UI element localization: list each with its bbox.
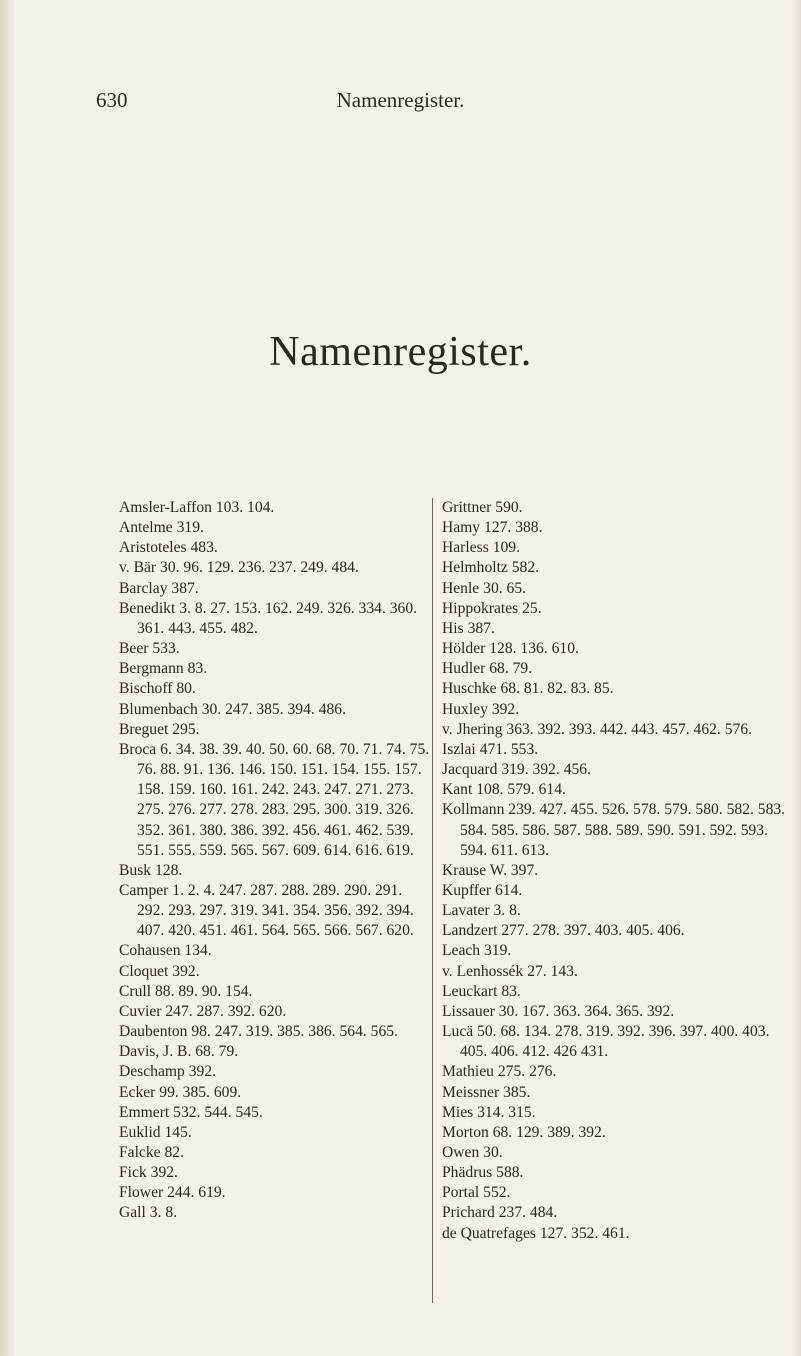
- index-entry: [119, 1083, 431, 1103]
- index-entry: [442, 619, 787, 639]
- index-entry-pages: 99. 385. 609.: [159, 1083, 242, 1101]
- index-entry-name: de Quatrefages: [442, 1224, 536, 1242]
- index-entry-pages: 128.: [154, 861, 183, 879]
- index-entry-pages: 27. 143.: [527, 962, 578, 980]
- index-entry: [119, 720, 431, 740]
- index-entry: [119, 639, 431, 659]
- index-entry-pages: 30. 65.: [483, 579, 527, 597]
- index-entry-pages: 588.: [496, 1164, 524, 1182]
- index-entry-name: Cohausen: [119, 942, 181, 960]
- index-entry-name: Busk: [119, 861, 152, 879]
- index-entry-pages: 30. 247. 385. 394. 486.: [201, 700, 346, 718]
- index-entry-name: Harless: [442, 539, 489, 557]
- index-entry: [442, 599, 787, 619]
- index-entry-name: Gall: [119, 1204, 146, 1222]
- index-entry: [119, 1203, 431, 1223]
- index-entry-pages: 3. 8.: [149, 1204, 178, 1222]
- index-entry-pages: 25.: [522, 599, 542, 617]
- index-entry-name: Hölder: [442, 640, 486, 658]
- index-entry: [119, 1062, 431, 1082]
- index-entry-pages: 68. 81. 82. 83. 85.: [500, 680, 614, 698]
- index-entry-pages: 127. 388.: [484, 519, 543, 537]
- index-entry-name: Aristoteles: [119, 539, 187, 557]
- index-entry: [119, 941, 431, 961]
- index-entry: [442, 962, 787, 982]
- index-entry-pages: 582.: [511, 559, 540, 577]
- index-entry-pages: 392.: [172, 962, 200, 980]
- index-entry-pages: 319.: [176, 519, 204, 537]
- index-entry-name: Barclay: [119, 579, 168, 597]
- index-entry: [119, 861, 431, 881]
- index-entry-pages: 392.: [188, 1063, 217, 1081]
- index-entry: [119, 700, 431, 720]
- index-entry-name: Phädrus: [442, 1164, 493, 1182]
- index-entry-name: v. Lenhossék: [442, 962, 524, 980]
- index-entry: [442, 1123, 787, 1143]
- index-entry-pages: 80.: [176, 680, 196, 698]
- index-entry-pages: 533.: [152, 640, 180, 658]
- running-title: Namenregister.: [336, 88, 465, 112]
- index-entry: [442, 1062, 787, 1082]
- index-entry-pages: 109.: [492, 539, 520, 557]
- index-entry: [119, 1143, 431, 1163]
- index-entry-name: Lucä: [442, 1023, 474, 1041]
- index-entry-name: Owen: [442, 1144, 480, 1161]
- index-entry-name: Benedikt: [119, 599, 176, 617]
- index-entry-name: v. Jhering: [442, 720, 503, 738]
- index-entry-name: His: [442, 619, 464, 637]
- index-entry-pages: W. 397.: [489, 861, 539, 879]
- index-entry-name: Morton: [442, 1123, 489, 1141]
- index-entry-name: Euklid: [119, 1123, 161, 1141]
- index-entry-pages: 244. 619.: [167, 1184, 226, 1202]
- index-entry: [119, 1103, 431, 1123]
- index-entry-name: Deschamp: [119, 1063, 185, 1081]
- index-entry: [442, 800, 787, 860]
- index-entry-pages: 392.: [150, 1164, 178, 1182]
- index-entry-name: Kupffer: [442, 881, 492, 899]
- index-entry: [442, 679, 787, 699]
- index-entry-pages: 552.: [483, 1184, 511, 1202]
- index-entry: [119, 1042, 431, 1062]
- index-entry-pages: 387.: [467, 619, 495, 637]
- index-entry-name: Beer: [119, 640, 149, 658]
- index-entry-name: Kant: [442, 781, 473, 799]
- index-entry-name: Meissner: [442, 1083, 500, 1101]
- index-entry-name: Daubenton: [119, 1023, 188, 1041]
- index-entry-pages: 319.: [484, 942, 512, 960]
- index-entry: [119, 1163, 431, 1183]
- index-entry-name: Cuvier: [119, 1002, 162, 1020]
- index-entry: [442, 740, 787, 760]
- index-entry-pages: 50. 68. 134. 278. 319. 392. 396. 397. 400. 403. 405. 406. 412. 426 431.: [460, 1023, 770, 1061]
- index-entry-name: Blumenbach: [119, 700, 198, 718]
- index-entry-name: Helmholtz: [442, 559, 508, 577]
- index-entry-name: Henle: [442, 579, 480, 597]
- index-entry-pages: 145.: [164, 1123, 192, 1141]
- index-entry-name: Bergmann: [119, 660, 184, 678]
- index-entry: [119, 1123, 431, 1143]
- index-entry-name: Grittner: [442, 499, 492, 516]
- index-entry-pages: 68. 129. 389. 392.: [492, 1123, 606, 1141]
- index-entry-pages: 532. 544. 545.: [173, 1103, 263, 1121]
- index-entry: [442, 1163, 787, 1183]
- index-entry-pages: 471. 553.: [479, 740, 539, 758]
- index-entry-name: Bischoff: [119, 680, 173, 698]
- index-entry-pages: 277. 278. 397. 403. 405. 406.: [501, 922, 685, 940]
- index-entry-name: Emmert: [119, 1103, 170, 1121]
- index-entry: [119, 679, 431, 699]
- index-entry: [442, 982, 787, 1002]
- index-entry: [119, 579, 431, 599]
- index-entry: [442, 1022, 787, 1062]
- index-entry: [442, 498, 787, 518]
- index-entry: [442, 639, 787, 659]
- index-entry: [442, 901, 787, 921]
- index-entry: [442, 1183, 787, 1203]
- index-entry: [119, 982, 431, 1002]
- index-entry-name: Krause: [442, 861, 487, 879]
- index-entry-name: Antelme: [119, 519, 173, 537]
- index-entry: [119, 740, 431, 861]
- index-entry-name: Iszlai: [442, 740, 476, 758]
- index-entry: [442, 1143, 787, 1163]
- index-entry: [119, 518, 431, 538]
- index-entry: [119, 1022, 431, 1042]
- index-entry: [119, 1002, 431, 1022]
- index-entry-name: Huxley: [442, 700, 488, 718]
- index-entry-pages: 6. 34. 38. 39. 40. 50. 60. 68. 70. 71. 74. 75. 76. 88. 91. 136. 146. 150. 151. 154. 155. 157. 158. 159. 160. 161. 242. 243. 247. 271. 273. 275. 276. 277. 278. 283. 295. 300. 319. 326. 352. 361. 380. 386. 392. 456. 461. 462. 539. 551. 555. 559. 565. 567. 609. 614. 616. 619.: [137, 740, 430, 859]
- index-entry-pages: 83.: [501, 982, 521, 1000]
- index-column-right: [442, 498, 787, 1244]
- index-entry-pages: 98. 247. 319. 385. 386. 564. 565.: [191, 1023, 398, 1041]
- index-entry: [119, 881, 431, 941]
- index-entry-pages: 68. 79.: [195, 1043, 239, 1061]
- index-entry: [119, 599, 431, 639]
- index-entry-pages: 82.: [164, 1144, 184, 1161]
- index-entry-name: Leach: [442, 942, 481, 960]
- index-entry: [442, 579, 787, 599]
- index-entry-pages: 239. 427. 455. 526. 578. 579. 580. 582. 583. 584. 585. 586. 587. 588. 589. 590. 591. 592. 593. 594. 611. 613.: [460, 801, 786, 859]
- index-entry-pages: 392.: [491, 700, 520, 718]
- column-divider: [432, 498, 433, 1303]
- index-entry-name: Hudler: [442, 660, 486, 678]
- index-entry-name: Falcke: [119, 1144, 161, 1161]
- index-entry: [442, 1203, 787, 1223]
- index-entry: [442, 659, 787, 679]
- index-entry: [119, 1183, 431, 1203]
- index-entry-pages: 483.: [190, 539, 218, 557]
- index-entry-pages: 1. 2. 4. 247. 287. 288. 289. 290. 291. 292. 293. 297. 319. 341. 354. 356. 392. 394. 407. 420. 451. 461. 564. 565. 566. 567. 620.: [137, 881, 414, 940]
- index-entry: [442, 558, 787, 578]
- index-entry: [442, 1083, 787, 1103]
- index-entry-name: v. Bär: [119, 559, 157, 577]
- index-entry-pages: 127. 352. 461.: [539, 1224, 630, 1242]
- index-entry-name: Hamy: [442, 519, 481, 537]
- index-column-left: [119, 498, 431, 1224]
- index-entry-pages: 3. 8.: [493, 902, 521, 920]
- index-entry-name: Leuckart: [442, 982, 498, 1000]
- index-entry-pages: 247. 287. 392. 620.: [165, 1002, 287, 1020]
- index-entry-pages: 314. 315.: [477, 1103, 536, 1121]
- index-entry-pages: 134.: [184, 942, 212, 960]
- index-entry-name: Lissauer: [442, 1002, 495, 1020]
- index-entry: [119, 962, 431, 982]
- index-entry-name: Landzert: [442, 922, 498, 940]
- index-entry: [442, 1224, 787, 1244]
- index-entry-name: Lavater: [442, 902, 490, 920]
- index-entry-pages: 614.: [494, 881, 523, 899]
- index-entry-name: Cloquet: [119, 962, 169, 980]
- index-entry-name: Crull: [119, 982, 152, 1000]
- index-entry: [442, 538, 787, 558]
- index-entry: [442, 780, 787, 800]
- index-entry: [442, 720, 787, 740]
- index-entry: [442, 760, 787, 780]
- index-entry-pages: 385.: [503, 1083, 531, 1101]
- index-entry-name: Breguet: [119, 720, 169, 738]
- index-entry-pages: 237. 484.: [498, 1204, 558, 1222]
- index-entry-name: Amsler-Laffon: [119, 499, 212, 516]
- index-entry: [119, 558, 431, 578]
- index-entry: [442, 921, 787, 941]
- index-entry: [442, 881, 787, 901]
- index-entry-name: Camper: [119, 881, 169, 899]
- index-entry-pages: 275. 276.: [497, 1063, 557, 1081]
- page-title: Namenregister.: [269, 329, 532, 375]
- index-entry-name: Mies: [442, 1103, 474, 1121]
- index-entry-name: Ecker: [119, 1083, 156, 1101]
- index-entry-name: Prichard: [442, 1204, 495, 1222]
- index-entry: [442, 941, 787, 961]
- index-entry-pages: 68. 79.: [489, 660, 533, 678]
- index-entry-name: Portal: [442, 1184, 480, 1202]
- index-entry: [119, 498, 431, 518]
- index-entry-pages: 3. 8. 27. 153. 162. 249. 326. 334. 360. 361. 443. 455. 482.: [137, 599, 418, 637]
- index-entry-name: Flower: [119, 1184, 164, 1202]
- running-head: [0, 88, 801, 118]
- index-entry: [442, 700, 787, 720]
- index-entry-pages: 363. 392. 393. 442. 443. 457. 462. 576.: [506, 720, 753, 738]
- index-entry-name: Mathieu: [442, 1063, 494, 1081]
- page-number: 630: [96, 88, 128, 112]
- index-entry-name: Hippokrates: [442, 599, 519, 617]
- index-entry-name: Davis, J. B.: [119, 1043, 192, 1061]
- index-entry: [442, 1002, 787, 1022]
- index-entry-pages: 30. 167. 363. 364. 365. 392.: [498, 1002, 675, 1020]
- index-entry: [119, 538, 431, 558]
- index-entry-pages: 103. 104.: [215, 499, 275, 516]
- index-entry: [119, 659, 431, 679]
- index-entry-pages: 590.: [495, 499, 523, 516]
- index-entry-name: Kollmann: [442, 801, 505, 819]
- index-entry-pages: 387.: [171, 579, 199, 597]
- index-entry-pages: 30.: [483, 1144, 503, 1161]
- index-entry: [442, 861, 787, 881]
- index-entry-pages: 295.: [172, 720, 200, 738]
- index-entry-pages: 128. 136. 610.: [489, 640, 579, 658]
- index-entry-pages: 319. 392. 456.: [501, 761, 591, 779]
- page-edge-shadow: [0, 0, 14, 1356]
- index-entry-name: Fick: [119, 1164, 147, 1182]
- index-entry: [442, 518, 787, 538]
- index-entry-pages: 88. 89. 90. 154.: [154, 982, 253, 1000]
- index-entry-name: Broca: [119, 740, 157, 758]
- page-edge-right: [791, 0, 801, 1356]
- index-entry-pages: 108. 579. 614.: [476, 781, 566, 799]
- index-entry-name: Huschke: [442, 680, 497, 698]
- index-entry-name: Jacquard: [442, 761, 498, 779]
- index-entry: [442, 1103, 787, 1123]
- index-entry-pages: 83.: [187, 660, 208, 678]
- index-entry-pages: 30. 96. 129. 236. 237. 249. 484.: [160, 559, 359, 577]
